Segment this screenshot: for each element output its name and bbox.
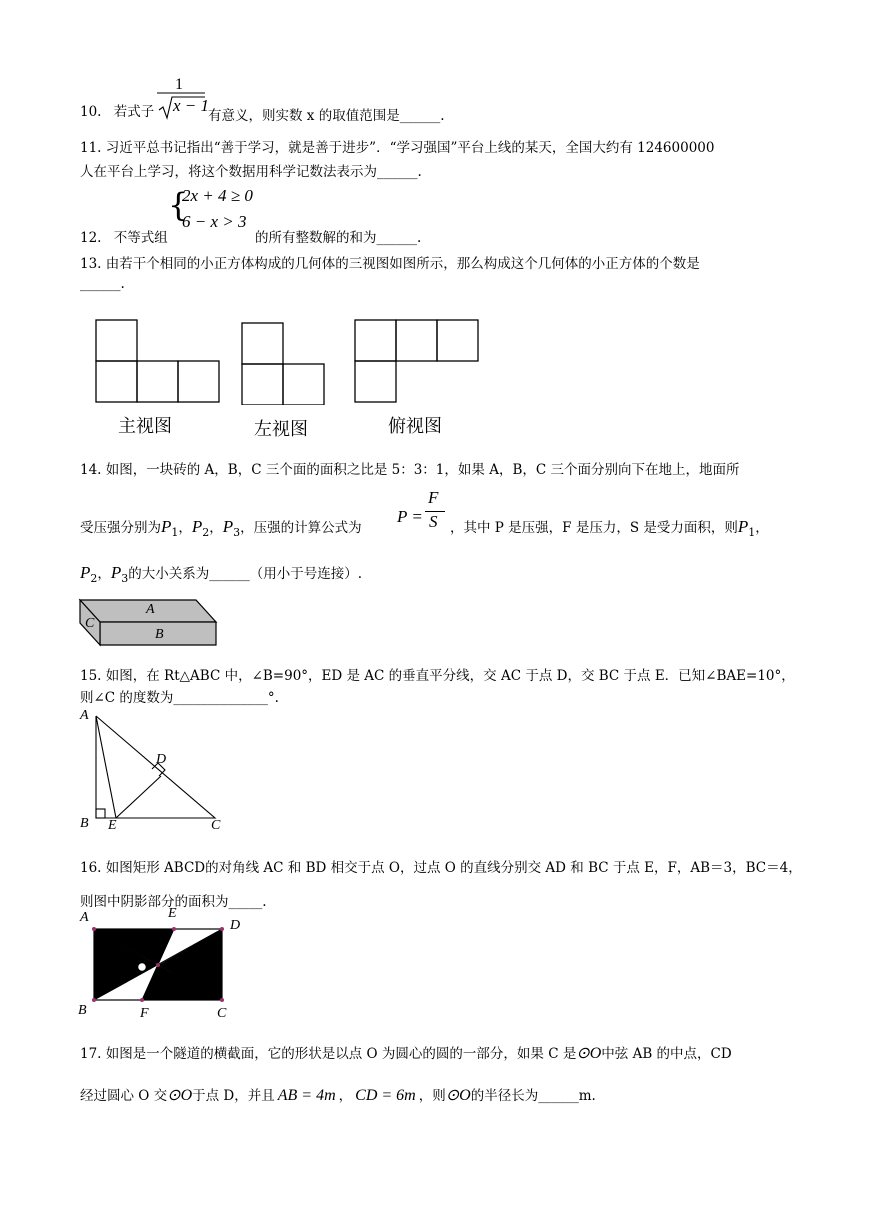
q14-line3-post: 的大小关系为______（用小于号连接）. [128, 566, 363, 582]
brick-label-a: A [146, 602, 155, 617]
formula-lhs: P = [397, 507, 423, 526]
tri-label-b: B [80, 816, 89, 831]
brick-label-b: B [155, 627, 164, 642]
circle-o-symbol-3: ⊙O [445, 1087, 471, 1104]
rect-label-e: E [168, 906, 177, 921]
q15-line2: 则∠C 的度数为______________°. [80, 690, 279, 706]
tri-label-a: A [80, 708, 89, 723]
front-view [96, 320, 219, 402]
comma-4: ， [97, 566, 111, 582]
brace-icon: { [168, 186, 189, 224]
p2-symbol: P [191, 517, 203, 536]
cd-length: CD = 6m [355, 1087, 416, 1104]
front-view-label: 主视图 [118, 416, 172, 437]
p3-sub-b: 3 [121, 572, 129, 585]
q12-ineq2: 6 − x > 3 [182, 212, 247, 231]
p3-sub: 3 [233, 526, 241, 539]
q13-line2: ______. [80, 276, 125, 292]
q14-line1: 14. 如图，一块砖的 A，B，C 三个面的面积之比是 5：3：1，如果 A，B，C 三个面分别向下在地上，地面所 [80, 462, 740, 478]
comma-2: ， [209, 520, 223, 536]
q15-line1: 15. 如图，在 Rt△ABC 中，∠B=90°，ED 是 AC 的垂直平分线，交 AC 于点 D，交 BC 于点 E．已知∠BAE=10°， [80, 668, 795, 684]
question-10 [80, 100, 154, 120]
q14-line2-post-text: ，其中 P 是压强，F 是压力，S 是受力面积，则 [450, 520, 738, 536]
ab-length: AB = 4m [277, 1087, 336, 1104]
q12-number [80, 226, 168, 246]
p1-sub-b: 1 [748, 526, 756, 539]
rect-label-f: F [140, 1006, 149, 1021]
p3-symbol-b: P [110, 563, 122, 582]
rect-label-a: A [80, 910, 89, 925]
left-view-label: 左视图 [254, 419, 308, 440]
q17-line1-pre: 17. 如图是一个隧道的横截面，它的形状是以点 O 为圆心的圆的一部分，如果 C 是 [80, 1046, 577, 1062]
q10-pre: 若式子 [113, 104, 155, 120]
q14-line2-post [450, 516, 769, 539]
circle-o-symbol: ⊙O [576, 1045, 602, 1062]
q11-line2: 人在平台上学习，将这个数据用科学记数法表示为______. [80, 164, 422, 180]
q12-number-text: 12. [80, 230, 102, 246]
q17-line1-post: 中弦 AB 的中点，CD [601, 1046, 732, 1062]
p3-symbol: P [222, 517, 234, 536]
rect-label-d: D [230, 918, 241, 933]
q17-line2-tail: ，则 [418, 1088, 446, 1104]
q17-line2-pre: 经过圆心 O 交 [80, 1088, 168, 1104]
p1-sub: 1 [171, 526, 179, 539]
rect-label-c: C [217, 1006, 227, 1021]
q12-pre: 不等式组 [113, 230, 168, 246]
q11-line1: 11. 习近平总书记指出“善于学习，就是善于进步”．“学习强国”平台上线的某天，全国大约有 124600000 [80, 140, 715, 156]
p2-symbol-b: P [80, 563, 91, 582]
left-view [242, 323, 324, 405]
formula-den: S [429, 512, 438, 531]
top-view-label: 俯视图 [388, 416, 442, 437]
comma-3: ， [755, 520, 769, 536]
q14-line2-mid: ，压强的计算公式为 [240, 520, 362, 536]
q13-line1: 13. 由若干个相同的小正方体构成的几何体的三视图如图所示，那么构成这个几何体的小正方体的个数是 [80, 256, 700, 272]
q16-line1: 16. 如图矩形 ABCD的对角线 AC 和 BD 相交于点 O，过点 O 的直线分别交 AD 和 BC 于点 E，F，AB＝3，BC＝4， [80, 860, 802, 876]
q10-frac-num: 1 [175, 76, 183, 93]
q14-line3 [80, 562, 362, 585]
p2-sub: 2 [202, 526, 210, 539]
q16-line2: 则图中阴影部分的面积为_____. [80, 894, 267, 910]
circle-o-symbol-2: ⊙O [167, 1087, 193, 1104]
rect-label-b: B [78, 1003, 87, 1018]
q17-line2-mid: 于点 D，并且 [192, 1088, 275, 1104]
p2-sub-b: 2 [90, 572, 98, 585]
q10-frac-den: x − 1 [173, 96, 210, 115]
three-views-figure [90, 315, 490, 405]
p1-symbol-b: P [737, 517, 749, 536]
q17-line2 [80, 1084, 596, 1105]
triangle-figure [76, 706, 236, 836]
q14-line2-pre: 受压强分别为 [80, 520, 161, 536]
rectangle-figure [76, 910, 246, 1020]
tri-label-d: D [156, 752, 167, 767]
q10-number: 10. [80, 104, 102, 120]
q10-post: 有意义，则实数 x 的取值范围是______. [208, 108, 445, 124]
q12-ineq1: 2x + 4 ≥ 0 [182, 186, 253, 205]
center-o-icon [138, 963, 147, 972]
comma-1: ， [178, 520, 192, 536]
top-view [355, 320, 478, 402]
q17-line2-post: 的半径长为______m. [470, 1088, 596, 1104]
tri-label-c: C [211, 818, 221, 833]
q12-post: 的所有整数解的和为______. [255, 230, 422, 246]
tri-label-e: E [108, 818, 117, 833]
q17-line1 [80, 1042, 732, 1063]
brick-label-c: C [85, 616, 95, 631]
comma-5: ， [338, 1088, 353, 1104]
p1-symbol: P [161, 517, 172, 536]
q14-line2 [80, 516, 362, 539]
formula-num: F [428, 488, 439, 507]
